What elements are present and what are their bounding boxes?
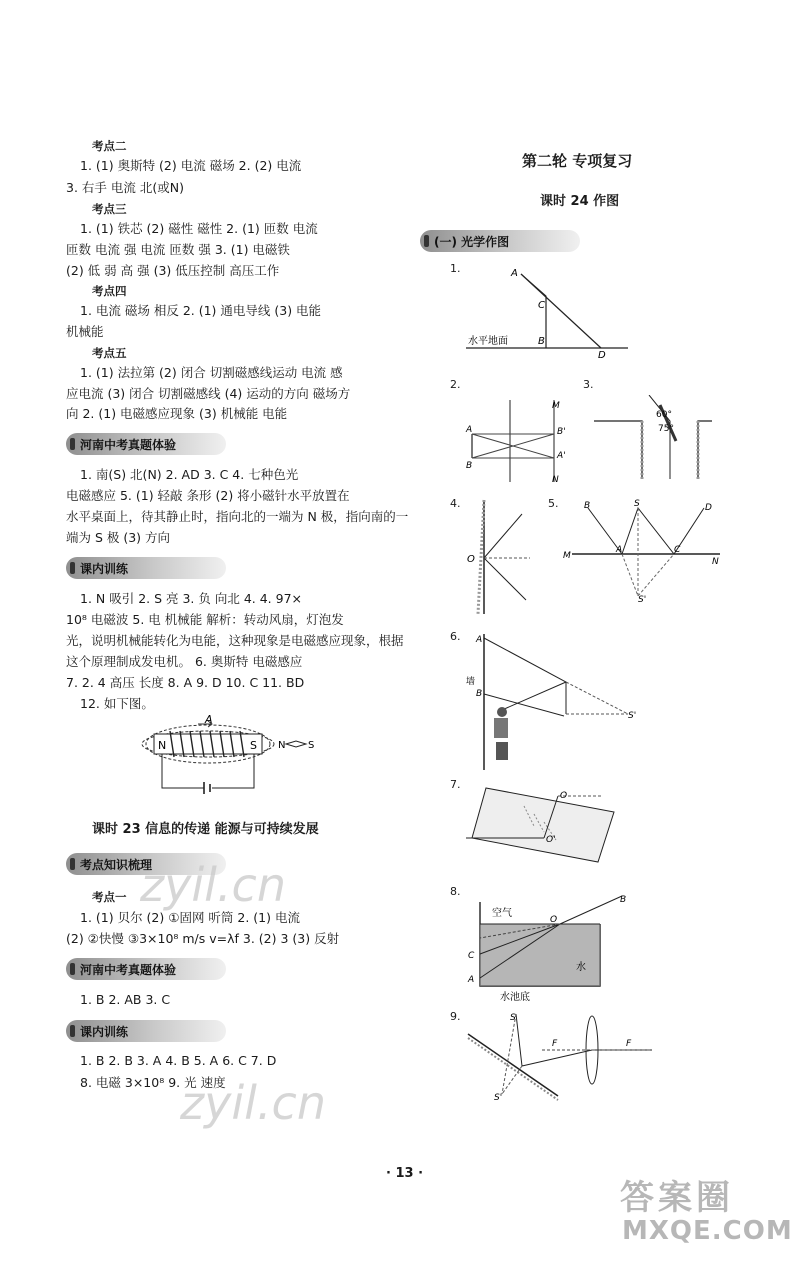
svg-text:O': O' <box>546 835 556 845</box>
svg-text:D: D <box>705 503 712 513</box>
svg-text:60°: 60° <box>656 410 672 420</box>
q9-diagram <box>462 1010 662 1102</box>
section-banner-henan-exam: 河南中考真题体验 <box>66 433 226 455</box>
svg-text:C: C <box>468 951 475 961</box>
henan2-line1: 1. B 2. AB 3. C <box>80 992 171 1007</box>
training-line1: 1. N 吸引 2. S 亮 3. 负 向北 4. 4. 97× <box>80 591 303 606</box>
training-line3: 光，说明机械能转化为电能，这种现象是电磁感应现象，根据 <box>66 633 404 648</box>
svg-text:S': S' <box>628 711 637 721</box>
svg-text:O: O <box>467 554 475 565</box>
henan-line2: 电磁感应 5. (1) 轻敲 条形 (2) 将小磁针水平放置在 <box>66 488 350 503</box>
label-A: A <box>205 714 213 726</box>
l23-line2: (2) ②快慢 ③3×10⁸ m/s v=λf 3. (2) 3 (3) 反射 <box>66 931 340 946</box>
svg-text:A: A <box>468 975 475 985</box>
kd5-heading: 考点五 <box>92 346 127 360</box>
q6-diagram <box>462 630 644 772</box>
svg-text:B: B <box>466 461 473 471</box>
q6-number: 6. <box>450 630 461 643</box>
svg-text:N: N <box>712 557 719 567</box>
q8-diagram <box>464 890 634 1004</box>
svg-text:D: D <box>598 350 606 360</box>
kd4-heading: 考点四 <box>92 284 127 298</box>
kd5-line1: 1. (1) 法拉第 (2) 闭合 切割磁感线运动 电流 感 <box>80 365 343 380</box>
svg-text:B': B' <box>557 427 566 437</box>
svg-text:A: A <box>511 268 518 279</box>
watermark-logo: 答案圈 <box>620 1178 734 1218</box>
svg-text:A': A' <box>557 451 566 461</box>
label-air: 空气 <box>492 908 512 919</box>
training-line4: 这个原理制成发电机。 6. 奥斯特 电磁感应 <box>66 654 303 669</box>
svg-text:M: M <box>552 401 560 411</box>
henan-line3: 水平桌面上，待其静止时，指向北的一端为 N 极，指向南的一 <box>66 509 409 524</box>
henan-line4: 端为 S 极 (3) 方向 <box>66 530 171 545</box>
kd2-line1: 1. (1) 奥斯特 (2) 电流 磁场 2. (2) 电流 <box>80 158 302 173</box>
q5-diagram <box>562 496 722 604</box>
svg-text:M: M <box>563 551 571 561</box>
svg-text:F: F <box>626 1039 632 1049</box>
svg-text:F: F <box>552 1039 558 1049</box>
q2-diagram <box>462 398 582 484</box>
svg-text:S': S' <box>494 1093 503 1102</box>
kd3-line1: 1. (1) 铁芯 (2) 磁性 磁性 2. (1) 匝数 电流 <box>80 221 318 236</box>
section-banner-optics: (一) 光学作图 <box>420 230 580 252</box>
svg-text:B: B <box>620 895 627 905</box>
label-pool-bottom: 水池底 <box>500 992 530 1003</box>
q7-number: 7. <box>450 778 461 791</box>
kd5-line2: 应电流 (3) 闭合 切割磁感线 (4) 运动的方向 磁场方 <box>66 386 351 401</box>
kd4-line1: 1. 电流 磁场 相反 2. (1) 通电导线 (3) 电能 <box>80 303 322 318</box>
q8-number: 8. <box>450 885 461 898</box>
kd3-line2: 匝数 电流 强 电流 匝数 强 3. (1) 电磁铁 <box>66 242 290 257</box>
section-title: 第二轮 专项复习 <box>522 152 633 170</box>
svg-text:S: S <box>510 1013 516 1023</box>
label-N: N <box>158 739 167 752</box>
kd2-heading: 考点二 <box>92 139 127 153</box>
kd3-heading: 考点三 <box>92 202 127 216</box>
watermark-zyil-1: zyil.cn <box>140 858 286 912</box>
svg-text:B: B <box>476 689 483 699</box>
svg-text:O: O <box>550 915 558 925</box>
section-banner-class-training: 课内训练 <box>66 557 226 579</box>
q4-number: 4. <box>450 497 461 510</box>
lesson23-title: 课时 23 信息的传递 能源与可持续发展 <box>92 822 319 837</box>
training-line6: 12. 如下图。 <box>80 696 154 711</box>
svg-text:C: C <box>674 545 681 555</box>
q1-number: 1. <box>450 262 461 275</box>
kd4-line2: 机械能 <box>66 324 104 339</box>
watermark-zyil-2: zyil.cn <box>180 1076 326 1130</box>
svg-text:A: A <box>466 425 473 435</box>
svg-text:O: O <box>560 791 568 801</box>
q4-diagram <box>464 498 534 616</box>
l23-kd1-heading: 考点一 <box>92 890 127 904</box>
q2-number: 2. <box>450 378 461 391</box>
kd5-line3: 向 2. (1) 电磁感应现象 (3) 机械能 电能 <box>66 406 288 421</box>
svg-text:S: S <box>634 499 640 509</box>
q5-number: 5. <box>548 497 559 510</box>
svg-text:A: A <box>616 545 623 555</box>
q7-diagram <box>464 782 634 864</box>
training-line5: 7. 2. 4 高压 长度 8. A 9. D 10. C 11. BD <box>66 675 305 690</box>
q9-number: 9. <box>450 1010 461 1023</box>
svg-text:N: N <box>552 475 559 484</box>
page-number: · 13 · <box>386 1166 424 1181</box>
section-banner-knowledge: 考点知识梳理 <box>66 853 226 875</box>
kd2-line2: 3. 右手 电流 北(或N) <box>66 180 184 195</box>
compass-label-S: S <box>308 740 315 751</box>
watermark-site: MXQE.COM <box>622 1216 793 1246</box>
training2-line1: 1. B 2. B 3. A 4. B 5. A 6. C 7. D <box>80 1053 277 1068</box>
section-banner-class-training-2: 课内训练 <box>66 1020 226 1042</box>
svg-text:75°: 75° <box>658 424 674 434</box>
lesson24-title: 课时 24 作图 <box>540 194 620 209</box>
svg-text:S': S' <box>638 595 647 604</box>
kd3-line3: (2) 低 弱 高 强 (3) 低压控制 高压工作 <box>66 263 280 278</box>
henan-line1: 1. 南(S) 北(N) 2. AD 3. C 4. 七种色光 <box>80 467 299 482</box>
label-S: S <box>250 739 257 752</box>
svg-text:B: B <box>584 501 591 511</box>
training-line2: 10⁸ 电磁波 5. 电 机械能 解析：转动风扇，灯泡发 <box>66 612 344 627</box>
svg-text:B: B <box>538 336 545 347</box>
training2-line2: 8. 电磁 3×10⁸ 9. 光 速度 <box>80 1075 226 1090</box>
svg-text:A: A <box>476 635 483 645</box>
label-horizontal-ground: 水平地面 <box>468 336 508 347</box>
q3-diagram <box>594 395 714 483</box>
svg-text:C: C <box>538 300 545 311</box>
l23-line1: 1. (1) 贝尔 (2) ①固网 听筒 2. (1) 电流 <box>80 910 300 925</box>
q3-number: 3. <box>583 378 594 391</box>
solenoid-diagram <box>140 714 340 806</box>
label-water: 水 <box>576 962 586 973</box>
q1-diagram <box>466 262 631 360</box>
label-wall: 墙 <box>466 677 476 687</box>
compass-label-N: N <box>278 740 286 751</box>
section-banner-henan-exam-2: 河南中考真题体验 <box>66 958 226 980</box>
